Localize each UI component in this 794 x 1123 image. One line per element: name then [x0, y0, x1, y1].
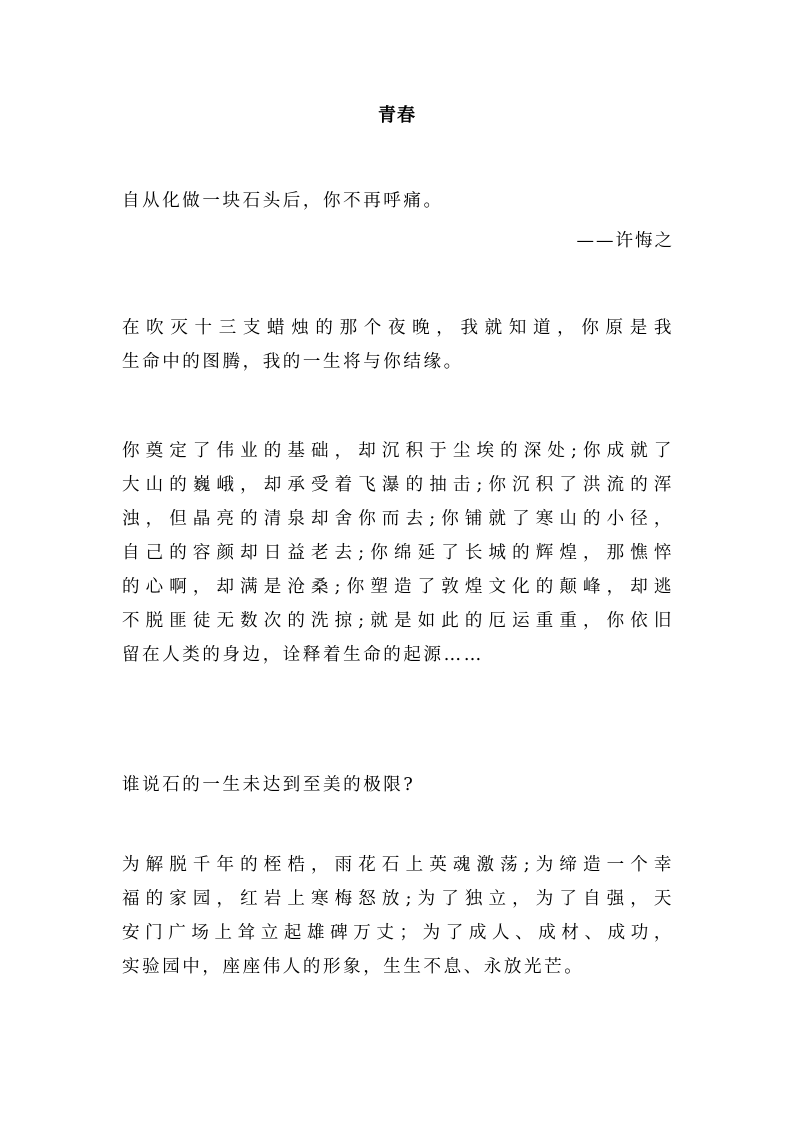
epigraph-attribution: ——许悔之	[576, 231, 674, 251]
paragraph-line: 在吹灭十三支蜡烛的那个夜晚，我就知道，你原是我	[122, 318, 674, 338]
paragraph-line: 浊，但晶亮的清泉却舍你而去;你铺就了寒山的小径，	[122, 509, 674, 529]
paragraph-line: 安门广场上耸立起雄碑万丈；为了成人、成材、成功，	[122, 923, 674, 943]
paragraph-line: 不脱匪徒无数次的洗掠;就是如此的厄运重重，你依旧	[122, 611, 674, 631]
paragraph-1	[122, 311, 674, 379]
epigraph-text	[122, 184, 674, 218]
paragraph-line: 福的家园，红岩上寒梅怒放;为了独立，为了自强，天	[122, 889, 674, 909]
paragraph-line: 你奠定了伟业的基础，却沉积于尘埃的深处;你成就了	[122, 441, 674, 461]
epigraph-line: 自从化做一块石头后，你不再呼痛。	[122, 191, 444, 211]
paragraph-2	[122, 434, 674, 672]
paragraph-line: 留在人类的身边，诠释着生命的起源……	[122, 645, 484, 665]
paragraph-line: 为解脱千年的桎梏，雨花石上英魂激荡;为缔造一个幸	[122, 855, 674, 875]
paragraph-4	[122, 848, 674, 984]
paragraph-line: 大山的巍峨，却承受着飞瀑的抽击;你沉积了洪流的浑	[122, 475, 674, 495]
document-title: 青春	[378, 105, 416, 126]
paragraph-line: 自己的容颜却日益老去;你绵延了长城的辉煌，那憔悴	[122, 543, 674, 563]
paragraph-line: 生命中的图腾，我的一生将与你结缘。	[122, 352, 464, 372]
paragraph-line: 实验园中，座座伟人的形象，生生不息、永放光芒。	[122, 957, 585, 977]
paragraph-3	[122, 768, 674, 802]
paragraph-line: 谁说石的一生未达到至美的极限?	[122, 775, 416, 795]
paragraph-line: 的心啊，却满是沧桑;你塑造了敦煌文化的颠峰，却逃	[122, 577, 674, 597]
